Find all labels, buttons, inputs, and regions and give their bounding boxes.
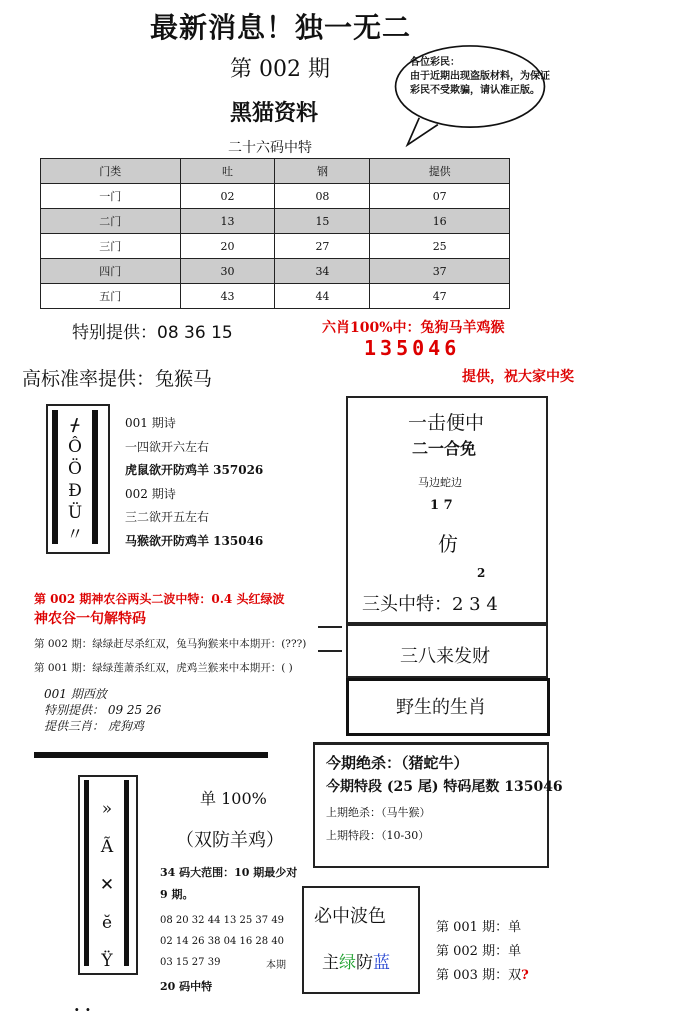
divider bbox=[318, 626, 342, 628]
special-numbers: 特别提供：08 36 15 bbox=[72, 323, 233, 343]
one-hit-line: 马边蛇边 bbox=[418, 476, 462, 489]
glyph: Đ bbox=[68, 481, 82, 501]
table-header: 提供 bbox=[370, 159, 510, 184]
guard-label: 防 bbox=[356, 953, 373, 973]
issue-label: 第 002 期： bbox=[436, 944, 509, 959]
table-cell: 一门 bbox=[41, 184, 181, 209]
trailing-dots: . . bbox=[74, 996, 91, 1015]
table-row bbox=[41, 234, 510, 259]
table-cell: 三门 bbox=[41, 234, 181, 259]
table-cell: 07 bbox=[370, 184, 510, 209]
table-header: 门类 bbox=[41, 159, 181, 184]
wild-zodiac-text: 野生的生肖 bbox=[396, 697, 486, 718]
single-glyphs bbox=[92, 790, 122, 980]
offer-line: 提供三肖： 虎狗鸡 bbox=[44, 719, 144, 733]
glyph: » bbox=[101, 799, 113, 819]
kill-box-top-border bbox=[313, 742, 549, 745]
blue-label: 蓝 bbox=[373, 953, 390, 973]
three-heads-line: 三头中特：2 3 4 bbox=[362, 594, 498, 615]
table-cell: 13 bbox=[180, 209, 275, 234]
number-line: 03 15 27 39 bbox=[160, 957, 221, 968]
odd-even-list bbox=[436, 916, 529, 988]
issue-number: 第 002 期 bbox=[230, 57, 330, 82]
one-hit-line: 仿 bbox=[438, 532, 458, 556]
list-item bbox=[436, 964, 529, 988]
table-row bbox=[41, 209, 510, 234]
glyph: Ÿ bbox=[101, 951, 113, 971]
glyph: Ö bbox=[68, 459, 82, 479]
table-cell: 20 bbox=[180, 234, 275, 259]
poem-line: 002 期诗 bbox=[125, 486, 176, 501]
wave-color-line bbox=[322, 948, 390, 973]
table-cell: 30 bbox=[180, 259, 275, 284]
publication-name: 黑猫资料 bbox=[230, 100, 319, 126]
special-offer-block bbox=[44, 686, 161, 734]
wave-color-title: 必中波色 bbox=[314, 906, 386, 927]
kill-line: 上期绝杀：（马牛猴） bbox=[326, 806, 431, 819]
glyph: ĕ bbox=[101, 913, 113, 933]
number-line: 08 20 32 44 13 25 37 49 bbox=[160, 915, 285, 926]
poem-line: 虎鼠欲开防鸡羊 357026 bbox=[125, 463, 264, 477]
range-line: 34 码大范围：10 期最少对 bbox=[160, 866, 298, 879]
list-item bbox=[436, 916, 529, 940]
table-cell: 五门 bbox=[41, 284, 181, 309]
one-hit-line: 2 bbox=[477, 566, 486, 580]
table-cell: 27 bbox=[275, 234, 370, 259]
poem-line: 001 期诗 bbox=[125, 416, 176, 430]
table-cell: 44 bbox=[275, 284, 370, 309]
table-cell: 25 bbox=[370, 234, 510, 259]
table-header: 吐 bbox=[180, 159, 275, 184]
table-row bbox=[41, 284, 510, 309]
table-row bbox=[41, 184, 510, 209]
poem-line: 三二欲开五左右 bbox=[125, 510, 210, 524]
glyph: Ü bbox=[67, 503, 83, 523]
table-cell: 15 bbox=[275, 209, 370, 234]
bubble-greeting: 各位彩民： bbox=[410, 57, 460, 68]
section-divider bbox=[34, 752, 268, 758]
issue-value: 单 bbox=[508, 944, 522, 959]
bubble-text bbox=[410, 56, 550, 98]
twenty-codes: 20 码中特 bbox=[160, 980, 213, 993]
glyph: ✕ bbox=[99, 875, 115, 895]
table-header: 钢 bbox=[275, 159, 370, 184]
poem-glyphs bbox=[60, 414, 90, 546]
kill-line: 今期绝杀：（猪蛇牛） bbox=[326, 754, 469, 772]
green-label: 绿 bbox=[339, 953, 356, 973]
issue-label: 第 001 期： bbox=[436, 920, 509, 935]
range-line: 9 期。 bbox=[160, 888, 194, 901]
table-cell: 08 bbox=[275, 184, 370, 209]
single-frame-bar-right bbox=[124, 780, 129, 966]
history-line: 第 002 期：绿绿赶尽杀红双，兔马狗猴来中本期开：(???) bbox=[34, 638, 307, 650]
one-hit-title: 一击便中 bbox=[408, 412, 485, 434]
list-item bbox=[436, 940, 529, 964]
issue-label: 第 003 期： bbox=[436, 968, 509, 983]
subtitle: 二十六码中特 bbox=[228, 140, 312, 156]
high-accuracy-line: 高标准率提供：兔猴马 bbox=[22, 368, 213, 390]
table-header-row bbox=[41, 159, 510, 184]
number-table bbox=[40, 158, 510, 309]
one-hit-line: 1 7 bbox=[430, 498, 453, 513]
table-cell: 37 bbox=[370, 259, 510, 284]
table-cell: 43 bbox=[180, 284, 275, 309]
glyph: 〃 bbox=[66, 525, 84, 545]
double-guard: （双防羊鸡） bbox=[176, 830, 284, 851]
good-luck-line: 提供，祝大家中奖 bbox=[462, 369, 574, 385]
one-hit-line: 二一合免 bbox=[412, 439, 477, 458]
glyph: Ã bbox=[100, 837, 114, 857]
history-line: 第 001 期：绿绿莲萧杀红双，虎鸡兰猴来中本期开：( ) bbox=[34, 662, 293, 674]
page-title: 最新消息！独一无二 bbox=[150, 11, 412, 44]
poem-frame-bar-left bbox=[52, 410, 58, 544]
main-label: 主 bbox=[322, 953, 339, 973]
divider bbox=[318, 650, 342, 652]
issue-value: 双 bbox=[508, 968, 522, 983]
table-cell: 四门 bbox=[41, 259, 181, 284]
six-zodiac-numbers: 135046 bbox=[364, 336, 461, 360]
poem-frame-bar-right bbox=[92, 410, 98, 544]
table-cell: 16 bbox=[370, 209, 510, 234]
current-issue-note: 本期 bbox=[266, 960, 286, 971]
shennong-title: 神农谷一句解特码 bbox=[34, 611, 146, 627]
fortune-text: 三八来发财 bbox=[400, 646, 490, 667]
glyph: ᚋ bbox=[70, 415, 80, 435]
glyph: Ô bbox=[68, 437, 82, 457]
six-zodiac-label: 六肖100%中：兔狗马羊鸡猴 bbox=[322, 320, 505, 336]
shennong-red-line: 第 002 期神农谷两头二波中特：0.4 头红绿波 bbox=[34, 592, 285, 606]
shennong-history bbox=[34, 632, 306, 680]
table-cell: 47 bbox=[370, 284, 510, 309]
offer-line: 特别提供： 09 25 26 bbox=[44, 703, 162, 717]
offer-line: 001 期西放 bbox=[44, 687, 107, 701]
table-cell: 02 bbox=[180, 184, 275, 209]
table-cell: 二门 bbox=[41, 209, 181, 234]
single-frame-bar-left bbox=[84, 780, 89, 966]
table-row bbox=[41, 259, 510, 284]
poem-block bbox=[125, 412, 263, 553]
kill-line: 上期特段：（10-30） bbox=[326, 829, 430, 842]
bubble-message: 由于近期出现盗版材料，为保证彩民不受欺骗，请认准正版。 bbox=[410, 71, 550, 96]
issue-value: 单 bbox=[508, 920, 522, 935]
single-percent: 单 100% bbox=[200, 789, 267, 808]
number-line: 02 14 26 38 04 16 28 40 bbox=[160, 936, 285, 947]
poem-line: 一四欲开六左右 bbox=[125, 439, 210, 454]
poem-line: 马猴欲开防鸡羊 135046 bbox=[125, 533, 264, 548]
range-block bbox=[160, 862, 297, 906]
kill-line: 今期特段 (25 尾) 特码尾数 135046 bbox=[326, 779, 563, 795]
question-mark: ? bbox=[521, 968, 529, 983]
table-cell: 34 bbox=[275, 259, 370, 284]
